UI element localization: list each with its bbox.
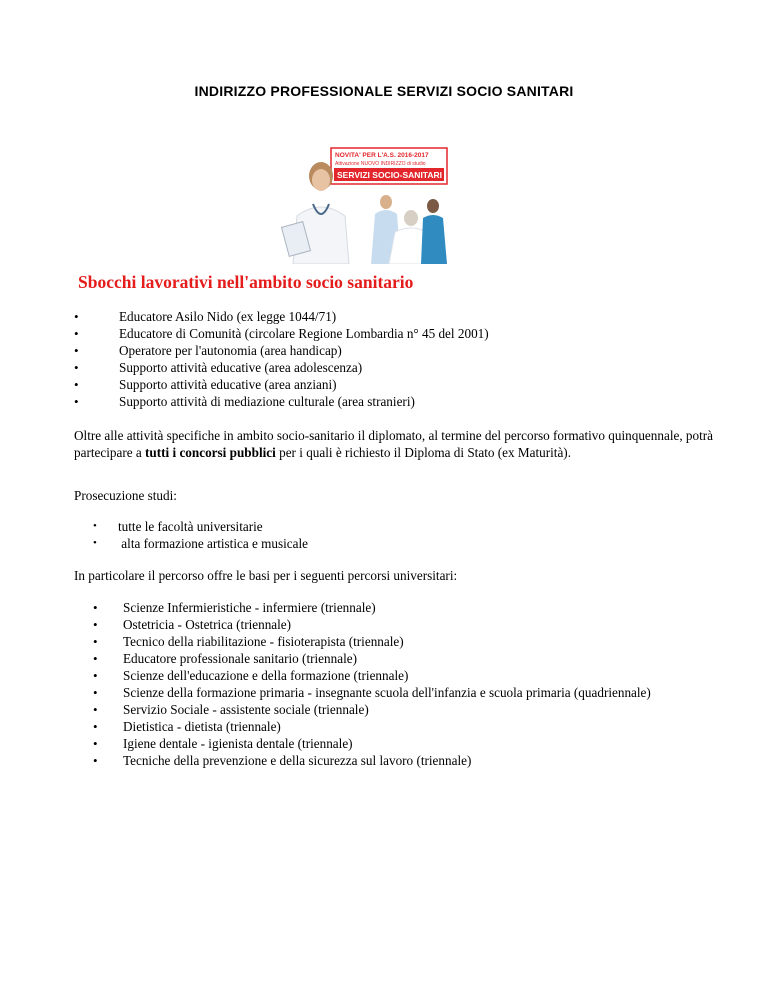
- list-item: • Igiene dentale - igienista dentale (triennale): [93, 736, 353, 751]
- list-item: • Scienze Infermieristiche - infermiere (triennale): [93, 600, 376, 615]
- banner-line2: Attivazione NUOVO INDIRIZZO di studio: [335, 161, 426, 167]
- banner-line1: NOVITA' PER L'A.S. 2016-2017: [335, 152, 429, 159]
- list-item: • Supporto attività di mediazione culturale (area stranieri): [74, 394, 415, 409]
- list-item: • Supporto attività educative (area anziani): [74, 377, 337, 392]
- list-item: • Educatore di Comunità (circolare Regione Lombardia n° 45 del 2001): [74, 326, 489, 341]
- list-item: • Operatore per l'autonomia (area handicap): [74, 343, 342, 358]
- bullet-icon: •: [93, 736, 98, 751]
- bullet-icon: •: [93, 520, 97, 532]
- particolare-label: In particolare il percorso offre le basi per i seguenti percorsi universitari:: [74, 568, 458, 583]
- banner-image: [271, 146, 449, 264]
- list-item: • tutte le facoltà universitarie: [93, 519, 263, 534]
- list-item: • alta formazione artistica e musicale: [93, 536, 309, 551]
- paragraph-concorsi: Oltre alle attività specifiche in ambito socio-sanitario il diplomato, al termine del percorso formativo quinquennale, potrà partecipare a tutti i concorsi pubblici per i quali è richiesto il Diploma di Stato (ex Maturità).: [74, 428, 714, 460]
- list-item: • Educatore professionale sanitario (triennale): [93, 651, 357, 666]
- list-item: • Dietistica - dietista (triennale): [93, 719, 281, 734]
- bullet-icon: •: [93, 719, 98, 734]
- list-item: • Educatore Asilo Nido (ex legge 1044/71): [74, 309, 337, 324]
- list-item: • Tecnico della riabilitazione - fisioterapista (triennale): [93, 634, 404, 649]
- bullet-icon: •: [93, 600, 98, 615]
- studies-list: [93, 518, 308, 552]
- bullet-icon: •: [93, 685, 98, 700]
- bullet-icon: •: [74, 377, 79, 392]
- bullet-icon: •: [93, 634, 98, 649]
- list-item: • Supporto attività educative (area adolescenza): [74, 360, 363, 375]
- bullet-icon: •: [93, 537, 97, 549]
- prosecuzione-label: Prosecuzione studi:: [74, 488, 177, 503]
- bullet-icon: •: [93, 702, 98, 717]
- banner-line3: SERVIZI SOCIO-SANITARI: [337, 170, 443, 180]
- section-heading: Sbocchi lavorativi nell'ambito socio sanitario: [78, 272, 414, 292]
- bullet-icon: •: [74, 360, 79, 375]
- bullet-icon: •: [93, 753, 98, 768]
- list-item: • Scienze della formazione primaria - insegnante scuola dell'infanzia e scuola primaria (quadriennale): [93, 685, 651, 700]
- bold-text: tutti i concorsi pubblici: [145, 444, 276, 460]
- bullet-icon: •: [93, 617, 98, 632]
- bullet-icon: •: [93, 668, 98, 683]
- bullet-icon: •: [74, 309, 79, 324]
- bullet-icon: •: [93, 651, 98, 666]
- page-title: INDIRIZZO PROFESSIONALE SERVIZI SOCIO SANITARI: [194, 83, 574, 99]
- bullet-icon: •: [74, 343, 79, 358]
- job-list: [74, 308, 489, 410]
- list-item: • Scienze dell'educazione e della formazione (triennale): [93, 668, 409, 683]
- list-item: • Ostetricia - Ostetrica (triennale): [93, 617, 292, 632]
- bullet-icon: •: [74, 326, 79, 341]
- bullet-icon: •: [74, 394, 79, 409]
- list-item: • Servizio Sociale - assistente sociale (triennale): [93, 702, 369, 717]
- university-list: [93, 599, 651, 769]
- list-item: • Tecniche della prevenzione e della sicurezza sul lavoro (triennale): [93, 753, 472, 768]
